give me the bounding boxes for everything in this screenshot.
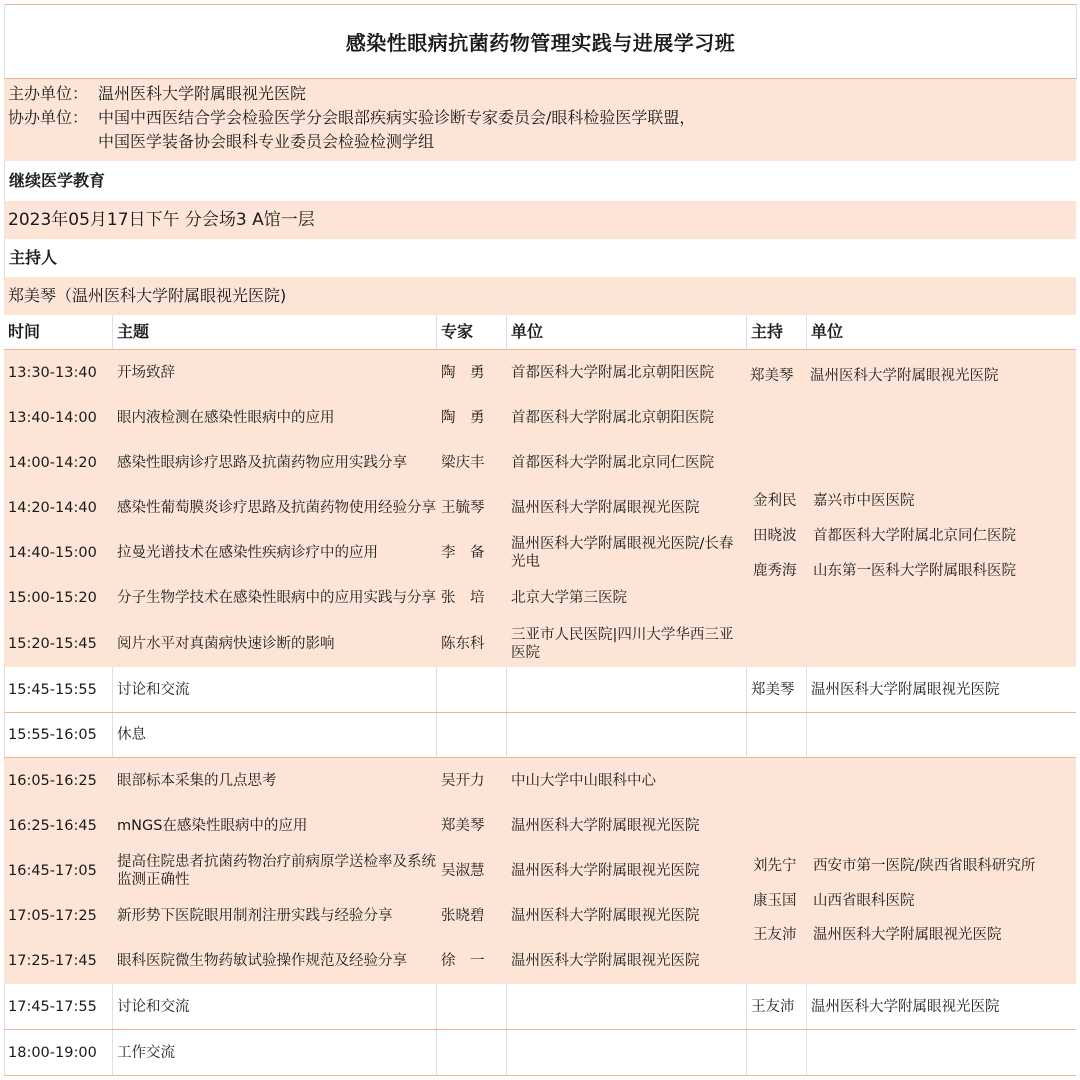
row-topic: 感染性葡萄膜炎诊疗思路及抗菌药物使用经验分享 [117, 499, 436, 516]
row-unit: 温州医科大学附属眼视光医院 [511, 862, 700, 879]
host-name: 康玉国 [753, 893, 797, 909]
header-topic: 主题 [117, 322, 150, 341]
host-org-value: 温州医科大学附属眼视光医院 [98, 84, 307, 103]
row-expert: 郑美琴 [441, 817, 485, 834]
table-row-discussion-2 [4, 984, 1076, 1029]
row-time: 15:20-15:45 [8, 635, 97, 652]
header-time: 时间 [8, 322, 41, 341]
host-unit: 山西省眼科医院 [813, 893, 915, 909]
row-expert: 徐 一 [441, 953, 485, 969]
host-name: 田晓波 [753, 528, 797, 544]
host-unit: 西安市第一医院/陕西省眼科研究所 [813, 858, 1036, 874]
row-unit: 温州医科大学附属眼视光医院 [511, 907, 700, 924]
host-name: 郑美琴 [750, 368, 794, 384]
row-topic: 阅片水平对真菌病快速诊断的影响 [117, 635, 335, 652]
table-row-work-exchange [4, 1030, 1076, 1075]
row-unit: 温州医科大学附属眼视光医院 [511, 953, 700, 969]
table-row [4, 803, 1076, 848]
row-expert: 王毓琴 [441, 499, 485, 516]
row-time: 14:00-14:20 [8, 454, 97, 471]
table-row [4, 938, 1076, 984]
row-time: 16:05-16:25 [8, 772, 97, 789]
table-row-discussion-1 [4, 667, 1076, 712]
category-label: 继续医学教育 [4, 161, 1076, 201]
table-row [4, 620, 1076, 667]
row-time: 18:00-19:00 [8, 1044, 97, 1061]
row-topic: 眼科医院微生物药敏试验操作规范及经验分享 [117, 953, 407, 969]
table-row [4, 758, 1076, 803]
row-time: 13:40-14:00 [8, 409, 97, 426]
row-time: 17:05-17:25 [8, 907, 97, 924]
row-expert: 陶 勇 [441, 364, 485, 381]
host-name: 鹿秀海 [753, 563, 797, 579]
co-org-value-line2: 中国医学装备协会眼科专业委员会检验检测学组 [98, 132, 435, 151]
header-host-unit: 单位 [811, 322, 844, 341]
row-expert: 陶 勇 [441, 409, 485, 426]
host-unit: 温州医科大学附属眼视光医院 [810, 368, 999, 384]
row-host-unit: 温州医科大学附属眼视光医院 [811, 998, 1000, 1015]
row-unit: 首都医科大学附属北京朝阳医院 [511, 364, 714, 381]
row-topic: 讨论和交流 [117, 998, 190, 1015]
host-unit: 嘉兴市中医医院 [813, 493, 915, 509]
table-row-break [4, 713, 1076, 757]
session-block-2 [4, 758, 1076, 984]
row-topic: 拉曼光谱技术在感染性疾病诊疗中的应用 [117, 544, 378, 561]
row-time: 15:45-15:55 [8, 681, 97, 698]
host-unit: 首都医科大学附属北京同仁医院 [813, 528, 1016, 544]
host-name: 金利民 [753, 493, 797, 509]
row-time: 13:30-13:40 [8, 364, 97, 381]
row-host: 郑美琴 [751, 681, 795, 698]
row-unit: 温州医科大学附属眼视光医院 [511, 817, 700, 834]
row-time: 16:45-17:05 [8, 862, 97, 879]
header-expert: 专家 [441, 322, 474, 341]
row-time: 16:25-16:45 [8, 817, 97, 834]
organizers-section [4, 79, 1076, 161]
chair-value: 郑美琴（温州医科大学附属眼视光医院) [4, 277, 1076, 315]
row-unit: 温州医科大学附属眼视光医院/长春光电 [511, 535, 734, 570]
row-time: 17:25-17:45 [8, 953, 97, 969]
co-org-label: 协办单位： [8, 108, 89, 127]
row-time: 17:45-17:55 [8, 998, 97, 1015]
row-topic: 工作交流 [117, 1044, 175, 1061]
host-unit: 温州医科大学附属眼视光医院 [813, 927, 1002, 943]
row-topic: 眼部标本采集的几点思考 [117, 772, 277, 789]
row-topic: 分子生物学技术在感染性眼病中的应用实践与分享 [117, 589, 436, 606]
row-topic: 讨论和交流 [117, 681, 190, 698]
row-host-unit: 温州医科大学附属眼视光医院 [811, 681, 1000, 698]
datetime-venue: 2023年05月17日下午 分会场3 A馆一层 [4, 201, 1076, 239]
header-host: 主持 [751, 322, 784, 341]
row-unit: 三亚市人民医院|四川大学华西三亚医院 [511, 626, 734, 661]
row-expert: 陈东科 [441, 635, 485, 652]
host-name: 王友沛 [753, 927, 797, 943]
table-row [4, 575, 1076, 620]
row-unit: 北京大学第三医院 [511, 589, 627, 606]
row-topic: 提高住院患者抗菌药物治疗前病原学送检率及系统监测正确性 [117, 853, 436, 888]
row-time: 14:20-14:40 [8, 499, 97, 516]
row-topic: 新形势下医院眼用制剂注册实践与经验分享 [117, 907, 393, 924]
row-expert: 梁庆丰 [441, 454, 485, 471]
co-org-value-line1: 中国中西医结合学会检验医学分会眼部疾病实验诊断专家委员会/眼科检验医学联盟， [98, 108, 696, 127]
table-row [4, 395, 1076, 440]
page-title: 感染性眼病抗菌药物管理实践与进展学习班 [4, 4, 1077, 79]
row-unit: 中山大学中山眼科中心 [511, 772, 656, 789]
row-host: 王友沛 [751, 998, 795, 1015]
row-time: 15:00-15:20 [8, 589, 97, 606]
row-expert: 张晓碧 [441, 907, 485, 924]
row-expert: 张 培 [441, 589, 485, 606]
row-unit: 首都医科大学附属北京朝阳医院 [511, 409, 714, 426]
row-expert: 李 备 [441, 544, 485, 561]
chair-label: 主持人 [4, 239, 1076, 277]
table-header [4, 315, 1076, 349]
row-expert: 吴淑慧 [441, 862, 485, 879]
row-topic: 感染性眼病诊疗思路及抗菌药物应用实践分享 [117, 454, 407, 471]
row-unit: 首都医科大学附属北京同仁医院 [511, 454, 714, 471]
row-time: 14:40-15:00 [8, 544, 97, 561]
table-row [4, 440, 1076, 485]
row-topic: mNGS在感染性眼病中的应用 [117, 817, 308, 834]
row-topic: 休息 [117, 727, 146, 743]
row-topic: 开场致辞 [117, 364, 175, 381]
row-topic: 眼内液检测在感染性眼病中的应用 [117, 409, 335, 426]
row-unit: 温州医科大学附属眼视光医院 [511, 499, 700, 516]
row-time: 15:55-16:05 [8, 727, 97, 743]
host-name: 刘先宁 [753, 858, 797, 874]
row-expert: 吴开力 [441, 772, 485, 789]
host-org-label: 主办单位： [8, 84, 89, 103]
host-unit: 山东第一医科大学附属眼科医院 [813, 563, 1016, 579]
session-block-1 [4, 350, 1076, 667]
header-unit: 单位 [511, 322, 544, 341]
